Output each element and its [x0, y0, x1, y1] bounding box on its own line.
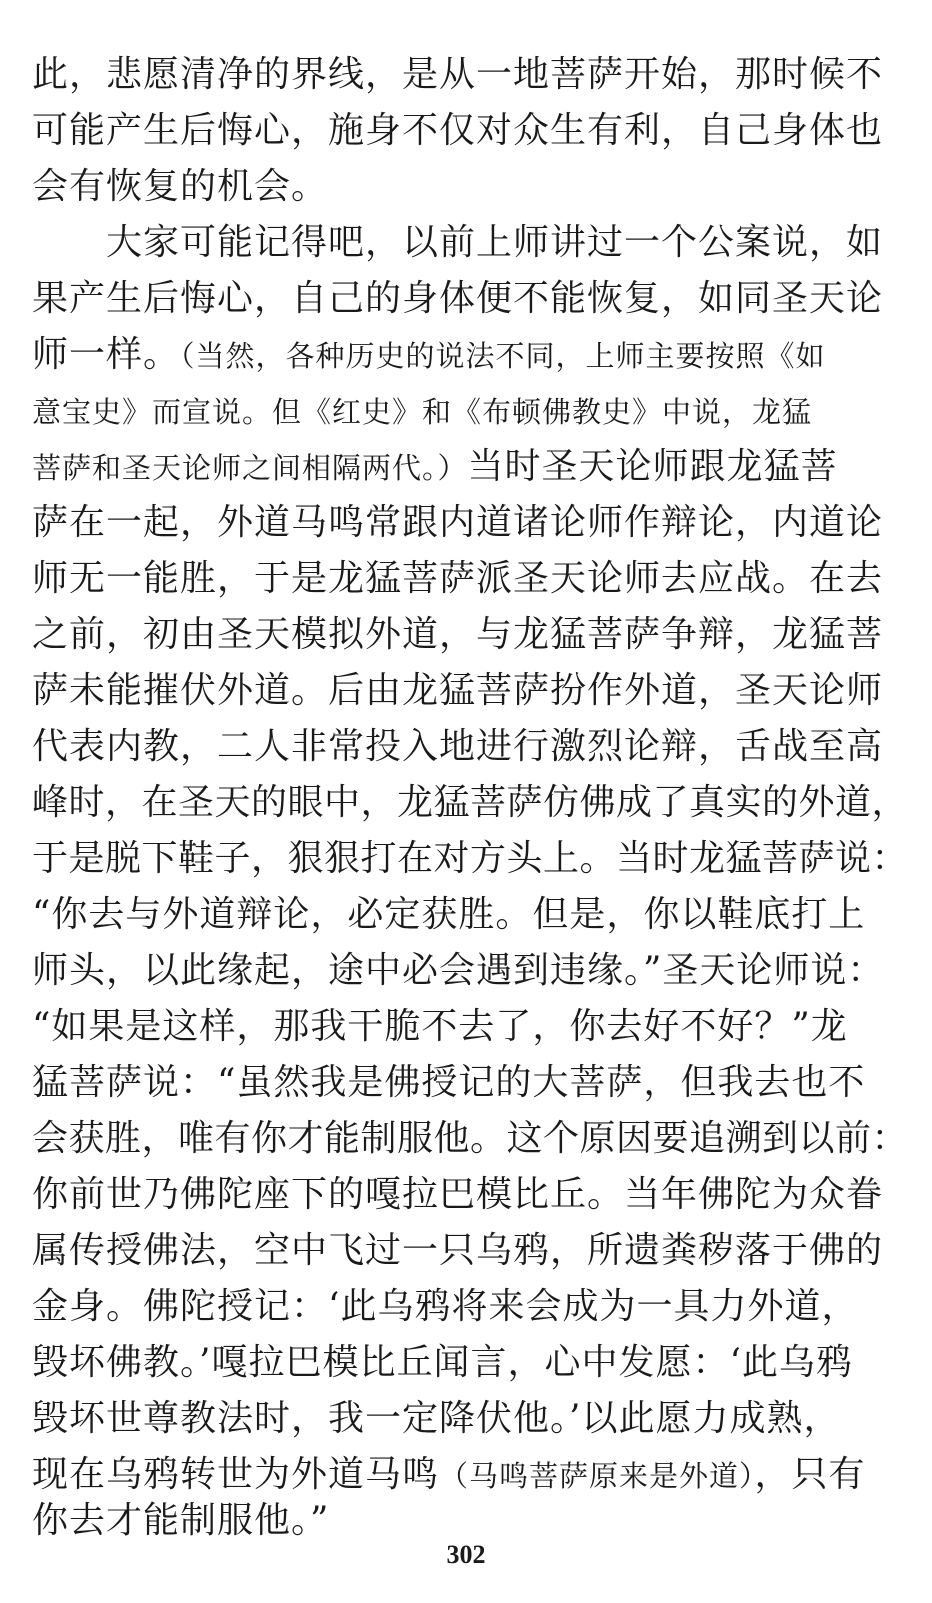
line-text: 之前，初由圣天模拟外道，与龙猛菩萨争辩，龙猛菩 — [32, 614, 884, 655]
line-text: 萨未能摧伏外道。后由龙猛菩萨扮作外道，圣天论师 — [32, 670, 884, 711]
text-line — [32, 1390, 840, 1448]
text-line — [32, 886, 865, 944]
text-line — [32, 1278, 858, 1336]
line-text: 属传授佛法，空中飞过一只乌鸦，所遗粪秽落于佛的 — [32, 1230, 884, 1271]
text-line — [32, 214, 883, 272]
line-text: 现在乌鸦转世为外道马鸣 — [32, 1454, 440, 1495]
line-text: 毁坏世尊教法时，我一定降伏他。’以此愿力成熟， — [32, 1398, 841, 1439]
text-line — [32, 1166, 883, 1224]
line-text: 可能产生后悔心，施身不仅对众生有利，自己身体也 — [32, 110, 884, 151]
text-line — [32, 46, 883, 104]
line-text: 金身。佛陀授记：‘此乌鸦将来会成为一具力外道， — [32, 1286, 859, 1327]
line-text: 当时圣天论师跟龙猛菩 — [467, 446, 838, 487]
line-text: 会有恢复的机会。 — [32, 166, 329, 207]
line-text: 代表内教，二人非常投入地进行激烈论辩，舌战至高 — [32, 726, 884, 767]
page-number: 302 — [446, 1540, 486, 1569]
text-line — [32, 1334, 853, 1392]
line-text: 毁坏佛教。’嘎拉巴模比丘闻言，心中发愿：‘此乌鸦 — [32, 1342, 853, 1383]
line-text: 师无一能胜，于是龙猛菩萨派圣天论师去应战。在去 — [32, 558, 884, 599]
line-text: 果产生后悔心，自己的身体便不能恢复，如同圣天论 — [32, 278, 884, 319]
line-text: 你去才能制服他。” — [32, 1500, 330, 1541]
text-line — [32, 998, 848, 1056]
line-text: 大家可能记得吧，以前上师讲过一个公案说，如 — [32, 222, 884, 263]
text-line — [32, 1054, 865, 1112]
line-text: 师一样。 — [32, 334, 181, 375]
line-text: ，只有 — [754, 1454, 866, 1495]
line-text: 会获胜，唯有你才能制服他。这个原因要追溯到以前： — [32, 1118, 909, 1159]
text-line — [32, 326, 826, 384]
text-line — [32, 1222, 883, 1280]
text-line — [32, 158, 328, 216]
text-line — [32, 1110, 908, 1168]
text-line — [32, 438, 838, 496]
annotation-text: 菩萨和圣天论师之间相隔两代。） — [32, 451, 468, 485]
text-line — [32, 550, 883, 608]
line-text: “如果是这样，那我干脆不去了，你去好不好？”龙 — [32, 1006, 848, 1047]
text-line — [32, 382, 812, 440]
text-line — [32, 494, 883, 552]
line-text: 此，悲愿清净的界线，是从一地菩萨开始，那时候不 — [32, 54, 884, 95]
line-text: “你去与外道辩论，必定获胜。但是，你以鞋底打上 — [32, 894, 866, 935]
text-line — [32, 662, 883, 720]
text-line — [32, 942, 884, 1000]
annotation-text: （马鸣菩萨原来是外道） — [439, 1459, 755, 1493]
text-line — [32, 270, 883, 328]
line-text: 你前世乃佛陀座下的嘎拉巴模比丘。当年佛陀为众眷 — [32, 1174, 884, 1215]
line-text: 猛菩萨说：“虽然我是佛授记的大菩萨，但我去也不 — [32, 1062, 866, 1103]
annotation-text: 意宝史》而宣说。但《红史》和《布顿佛教史》中说，龙猛 — [32, 395, 813, 429]
line-text: 师头，以此缘起，途中必会遇到违缘。”圣天论师说： — [32, 950, 885, 991]
text-line — [32, 774, 908, 832]
text-line — [32, 830, 908, 888]
line-text: 峰时，在圣天的眼中，龙猛菩萨仿佛成了真实的外道， — [32, 782, 909, 823]
text-line — [32, 718, 883, 776]
text-line — [32, 606, 883, 664]
line-text: 萨在一起，外道马鸣常跟内道诸论师作辩论，内道论 — [32, 502, 884, 543]
text-line — [32, 102, 883, 160]
line-text: 于是脱下鞋子，狠狠打在对方头上。当时龙猛菩萨说： — [32, 838, 909, 879]
annotation-text: （当然，各种历史的说法不同，上师主要按照《如 — [180, 339, 826, 373]
